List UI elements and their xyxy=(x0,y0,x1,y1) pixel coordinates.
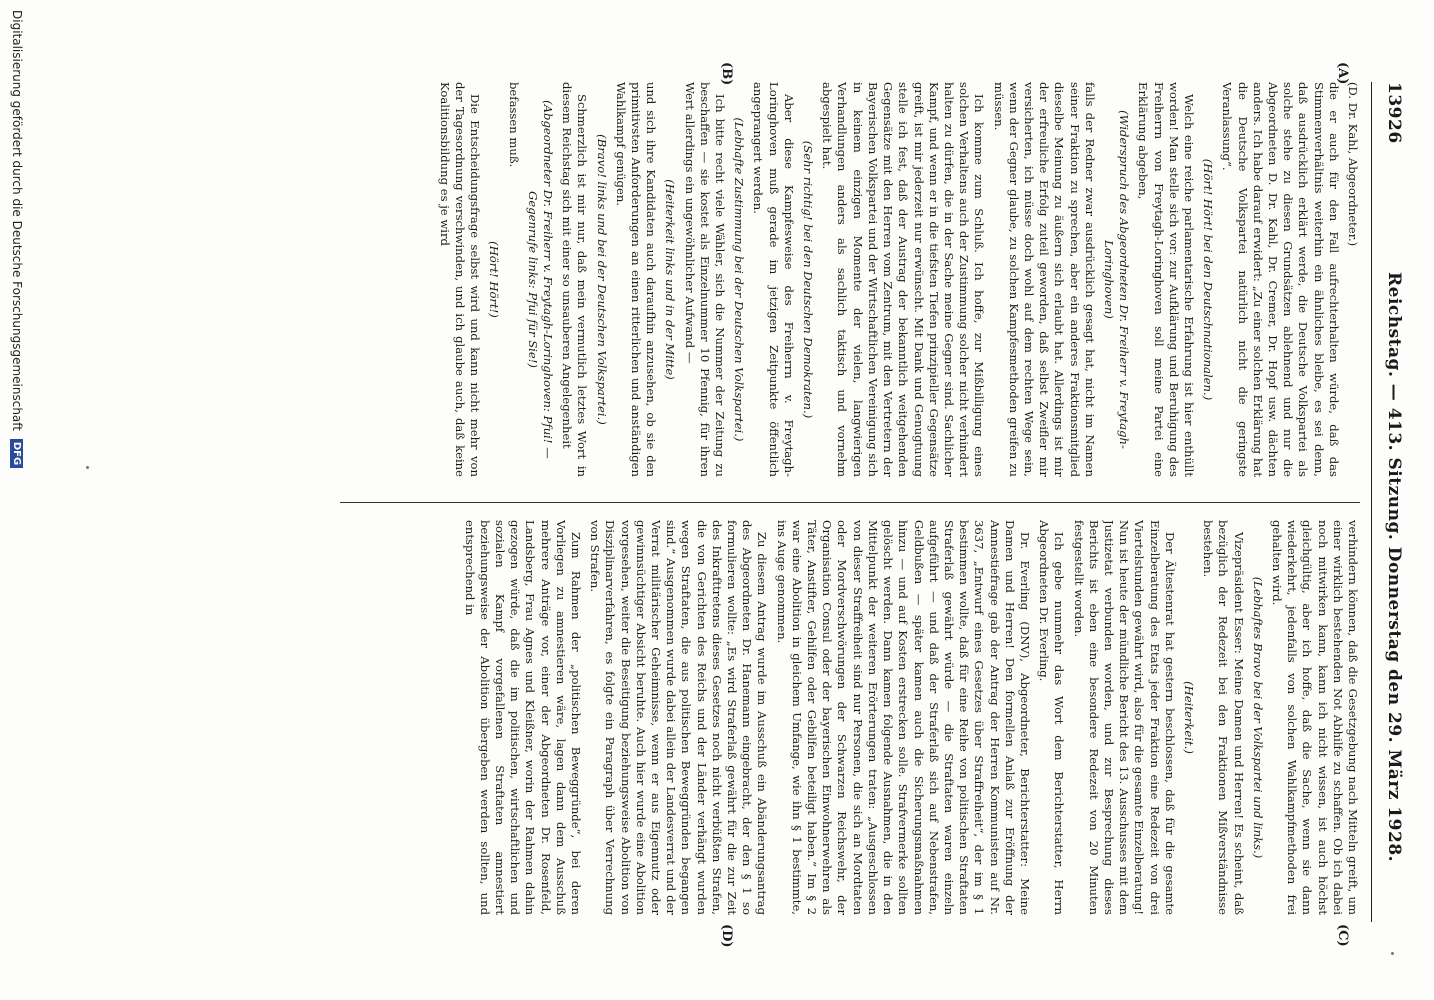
left-column xyxy=(340,82,1360,477)
paragraph: falls der Redner zwar ausdrücklich gesagt hat, nicht im Namen seiner Fraktion zu sprechen, aber ein anderes Fraktionsmitglied dieselbe Meinung zu äußern sich erlaubt hat. Allerdings ist mir der erfreuliche Erfolg zuteil geworden, daß selbst Zweifler mir versicherten, ich müsse doch wohl auf dem rechten Wege sein, wenn der Gegner glaube, zu solchen Kampfesmethoden greifen zu müssen. xyxy=(991,82,1097,477)
paragraph: Zum Rahmen der „politischen Beweggründe“, bei deren Vorliegen zu amnestieren wäre, lagen dann dem Ausschuß mehrere Anträge vor, einer der Abgeordneten Dr. Rosenfeld, Landsberg, Frau Agnes und Kleißner, worin der Rahmen dahin gezogen würde, daß die im politischen, wirtschaftlichen und sozialen Kampf vorgefallenen Straftaten amnestiert beziehungsweise der Abolition übergeben werden sollten, und entsprechend in xyxy=(462,520,584,915)
interjection: (Lebhaftes Bravo bei der Volkspartei und links.) xyxy=(1250,576,1265,859)
paragraph: verhindern können, daß die Gesetzgebung nach Mitteln greift, um einer wirklich bestehenden Not Abhilfe zu schaffen. Ob ich dabei noch mitwirken kann, kann ich nicht wissen, ist auch höchst gleichgültig, aber ich hoffe, daß die Sache, wenn sie dann wiederkehrt, jedenfalls von solchen Wahlkampfmethoden frei gehalten wird. xyxy=(1269,520,1360,915)
paragraph: Aber diese Kampfesweise des Freiherrn v. Freytagh-Loringhoven muß gerade im jetzigen Zeitpunkte öffentlich angeprangert werden. xyxy=(751,82,796,477)
interjection: (Abgeordneter Dr. Freiherr v. Freytagh-Loringhoven: Pfui! — Gegenrufe links: Pfui für Sie!) xyxy=(525,100,556,459)
page-number: 13926 xyxy=(1384,82,1404,144)
column-divider xyxy=(340,502,1360,503)
footer-text: Digitalisierung gefördert durch die Deutsche Forschungsgemeinschaft xyxy=(10,10,24,432)
interjection: (Lebhafte Zustimmung bei der Deutschen Volkspartei.) xyxy=(732,117,747,442)
paragraph: Schmerzlich ist mir nur, daß mein vermutlich letztes Wort in diesem Reichstag sich mit einer so unsauberen Angelegenheit xyxy=(560,82,590,477)
margin-marker-d: (D) xyxy=(719,924,734,948)
paragraph: Der Ältestenrat hat gestern beschlossen, daß für die gesamte Einzelberatung des Etats jeder Fraktion eine Redezeit von drei Viertelstunden gewährt wird, also für die gesamte Einzelberatung! Nun ist heute der mündliche Bericht des 13. Ausschusses mit dem Justizetat verbunden worden, und zur Besprechung dieses Berichts ist eben eine besondere Redezeit von 20 Minuten festgestellt worden. xyxy=(1071,520,1177,915)
page-header xyxy=(1376,82,1404,922)
paragraph: die er auch für den Fall aufrechterhalten würde, daß das Stimmenverhältnis weiterhin ein ähnliches bleibe, es sei denn, daß ausdrücklich erklärt werde, die Deutsche Volkspartei als solche stehe zu diesen Grundsätzen ablehnend und nur die Abgeordneten D. Dr. Kahl, Dr. Cremer, Dr. Hopf usw. dächten anders. Ich habe darauf erwidert: „Zu einer solchen Erklärung hat die Deutsche Volkspartei natürlich nicht die geringste Veranlassung“. xyxy=(1220,82,1341,477)
paragraph: Dr. Everling (DNV), Abgeordneter, Berichterstatter: Meine Damen und Herren! Den formellen Anlaß zur Eröffnung der Amnestiefrage gab der Antrag der Herren Kommunisten auf Nr. 3637, „Entwurf eines Gesetzes über Straffreiheit“, der im § 1 bestimmen wollte, daß für eine Reihe von politischen Straftaten Straferlaß gewährt würde — die Straftaten waren einzeln aufgeführt — und daß der Straferlaß sich auf Nebenstrafen, Geldbußen — später kamen auch die Sicherungsmaßnahmen hinzu — und auf Kosten erstrecken solle. Strafvermerke sollten gelöscht werden. Dann kamen folgende Ausnahmen, die in den Mittelpunkt der weiteren Erörterungen traten: „Ausgeschlossen von dieser Straffreiheit sind nur Personen, die sich an Mordtaten oder Mordverschwörungen der Schwarzen Reichswehr, der Organisation Consul oder der bayerischen Einwohnerwehren als Täter, Anstifter, Gehilfen oder Gebilfen beteiligt haben.“ Im § 2 war eine Abolition in gleichem Umfange, wie ihn § 1 bestimmte, ins Auge genommen. xyxy=(774,520,1032,915)
paragraph: Ich gebe nunmehr das Wort dem Berichterstatter, Herrn Abgeordneten Dr. Everling. xyxy=(1037,520,1067,915)
paragraph: Welch eine reiche parlamentarische Erfahrung ist hier enthüllt worden! Man stelle sich vor: zur Aufklärung und Beruhigung des Freiherrn von Freytagh-Loringhoven soll meine Partei eine Erklärung abgeben, xyxy=(1136,82,1196,477)
paragraph: (D. Dr. Kahl, Abgeordneter.) xyxy=(1346,82,1360,247)
interjection: (Bravo! links und bei der Deutschen Volkspartei.) xyxy=(594,134,609,425)
margin-marker-c: (C) xyxy=(1335,924,1350,947)
paragraph: Zu diesem Antrag wurde im Ausschuß ein Abänderungsantrag des Abgeordneten Dr. Hanemann eingebracht, der den § 1 so formulieren wollte: „Es wird Straferlaß gewährt für die zur Zeit des Inkrafttretens dieses Gesetzes noch nicht verbüßten Strafen, die von Gerichten des Reichs und der Länder verhängt wurden wegen Straftaten, die aus politischen Beweggründen begangen sind.“ Ausgenommen wurde dabei allein der Landesverrat und der Verrat militärischer Geheimnisse, wenn er aus Eigennutz oder gewinnsüchtiger Absicht beruhte. Auch hier wurde eine Abolition vorgesehen, weiter die Beseitigung beziehungsweise Abolition von Disziplinarverfahren, es folgte ein Paragraph über Verrechnung von Strafen. xyxy=(588,520,770,915)
right-column xyxy=(340,520,1360,915)
scan-speck xyxy=(1391,952,1394,955)
page-title: Reichstag. — 413. Sitzung. Donnerstag den 29. März 1928. xyxy=(1384,272,1404,863)
paragraph: Die Entscheidungsfrage selbst wird und kann nicht mehr von der Tagesordnung verschwinden, und ich glaube auch, daß keine Koalitionsbildung es je wird xyxy=(437,82,483,477)
paragraph: und sich ihre Kandidaten auch daraufhin anzusehen, ob sie den primitivsten Anforderungen an einen ritterlichen und anständigen Wahlkampf genügen. xyxy=(613,82,659,477)
interjection: (Hört! Hört! bei den Deutschnationalen.) xyxy=(1201,158,1216,401)
interjection: (Hört! Hört!) xyxy=(487,241,502,318)
interjection: (Widerspruch des Abgeordneten Dr. Freiherr v. Freytagh-Loringhoven) xyxy=(1101,110,1132,449)
header-rule xyxy=(1371,82,1372,922)
paragraph: Ich bitte recht viele Wähler, sich die Nummer der Zeitung zu beschaffen — sie kostet als Einzelnummer 10 Pfennig, für ihren Wert allerdings ein ungewöhnlicher Aufwand — xyxy=(682,82,728,477)
paragraph: Ich komme zum Schluß. Ich hoffe, zur Mißbilligung eines solchen Verhaltens auch der Zustimmung solcher nicht verhindert halten zu dürfen, die in der Sache meine Gegner sind. Sachlicher Kampf, und wenn er in die tiefsten Tiefen prinzipieller Gegensätze greift, ist mir jederzeit nur erwünscht. Mit Dank und Genugtuung stelle ich fest, daß der Austrag der bekanntlich weitgehenden Gegensätze mit den Herren vom Zentrum, mit den Vertretern der Bayerischen Volkspartei und der Wirtschaftlichen Vereinigung sich in keinem einzigen Momente der vielen, langwierigen Verhandlungen anders als sachlich taktisch und vornehm abgespielt hat. xyxy=(820,82,987,477)
paragraph: Vizepräsident Esser: Meine Damen und Herren! Es scheint, daß bezüglich der Redezeit bei den Fraktionen Mißverständnisse bestehen. xyxy=(1201,520,1246,915)
interjection: (Heiterkeit.) xyxy=(1181,681,1196,754)
scan-speck xyxy=(86,466,89,469)
margin-marker-b: (B) xyxy=(719,62,734,86)
interjection: (Sehr richtig! bei den Deutschen Demokraten.) xyxy=(801,140,816,419)
digitization-footer xyxy=(10,10,24,990)
margin-marker-a: (A) xyxy=(1335,62,1350,85)
paragraph: befassen muß. xyxy=(506,82,521,168)
dfg-logo: DFG xyxy=(10,439,23,468)
interjection: (Heiterkeit links und in der Mitte) xyxy=(663,179,678,380)
